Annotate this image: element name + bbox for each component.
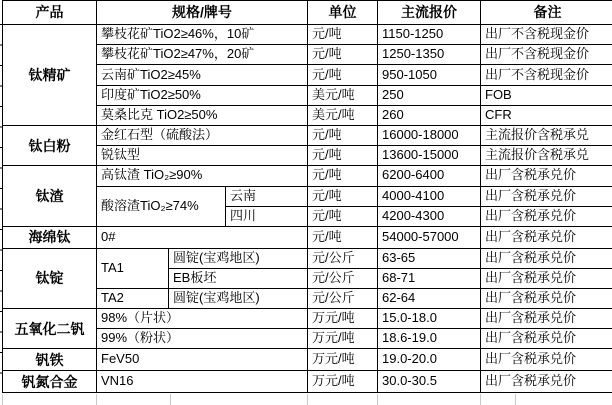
spec-cell: 印度矿TiO2≥50% bbox=[97, 85, 308, 105]
table-row bbox=[3, 349, 612, 371]
price-cell: 63-65 bbox=[378, 248, 481, 268]
unit-cell: 元/吨 bbox=[308, 226, 378, 248]
header-unit: 单位 bbox=[308, 1, 378, 25]
price-cell: 68-71 bbox=[378, 268, 481, 288]
unit-cell: 万元/吨 bbox=[308, 329, 378, 349]
unit-cell: 元/吨 bbox=[308, 65, 378, 85]
price-cell: 1150-1250 bbox=[378, 25, 481, 45]
spec-cell: 高钛渣 TiO₂≥90% bbox=[97, 166, 308, 186]
spec-cell: 圆锭(宝鸡地区) bbox=[169, 288, 308, 308]
gridline-stub bbox=[480, 394, 481, 405]
unit-cell: 万元/吨 bbox=[308, 349, 378, 371]
header-spec: 规格/牌号 bbox=[97, 1, 308, 25]
spec-cell: EB板坯 bbox=[169, 268, 308, 288]
price-cell: 6200-6400 bbox=[378, 166, 481, 186]
spec-cell: 圆锭(宝鸡地区) bbox=[169, 248, 308, 268]
unit-cell: 元/吨 bbox=[308, 206, 378, 226]
gridline-stub bbox=[96, 394, 97, 405]
note-cell: 出厂不含税现金价 bbox=[481, 65, 612, 85]
price-cell: 260 bbox=[378, 105, 481, 125]
note-cell: 出厂含税承兑价 bbox=[481, 371, 612, 393]
product-cell: 海绵钛 bbox=[3, 226, 97, 248]
price-cell: 62-64 bbox=[378, 288, 481, 308]
price-table bbox=[2, 0, 612, 393]
price-cell: 4000-4100 bbox=[378, 186, 481, 206]
note-cell: 出厂含税承兑价 bbox=[481, 349, 612, 371]
spec-cell: VN16 bbox=[97, 371, 308, 393]
unit-cell: 美元/吨 bbox=[308, 85, 378, 105]
spec-cell: 云南矿TiO2≥45% bbox=[97, 65, 308, 85]
gridline-stub bbox=[170, 394, 171, 405]
spec-cell: 攀枝花矿TiO2≥47%，20矿 bbox=[97, 45, 308, 65]
unit-cell: 元/吨 bbox=[308, 125, 378, 145]
price-cell: 950-1050 bbox=[378, 65, 481, 85]
spec-cell: 酸溶渣TiO₂≥74% bbox=[97, 186, 226, 226]
note-cell: 出厂含税承兑价 bbox=[481, 329, 612, 349]
header-product: 产品 bbox=[3, 1, 97, 25]
gridline-stub bbox=[515, 394, 516, 405]
table-row bbox=[3, 125, 612, 145]
price-table-body bbox=[3, 1, 612, 393]
price-cell: 4200-4300 bbox=[378, 206, 481, 226]
note-cell: 出厂含税承兑价 bbox=[481, 186, 612, 206]
price-cell: 54000-57000 bbox=[378, 226, 481, 248]
grade-cell: TA2 bbox=[97, 288, 169, 308]
table-row bbox=[3, 166, 612, 186]
product-cell: 钛精矿 bbox=[3, 25, 97, 126]
note-cell: 出厂含税承兑价 bbox=[481, 206, 612, 226]
unit-cell: 元/公斤 bbox=[308, 268, 378, 288]
price-cell: 15.0-18.0 bbox=[378, 309, 481, 329]
product-cell: 五氧化二钒 bbox=[3, 309, 97, 349]
gridline-stub bbox=[307, 394, 308, 405]
product-cell: 钛锭 bbox=[3, 248, 97, 309]
product-cell: 钒铁 bbox=[3, 349, 97, 371]
note-cell: 出厂含税承兑价 bbox=[481, 166, 612, 186]
unit-cell: 元/吨 bbox=[308, 45, 378, 65]
unit-cell: 元/吨 bbox=[308, 25, 378, 45]
table-row bbox=[3, 25, 612, 45]
spec-cell: FeV50 bbox=[97, 349, 308, 371]
note-cell: 出厂含税承兑价 bbox=[481, 248, 612, 268]
table-row bbox=[3, 248, 612, 268]
note-cell: 出厂含税承兑价 bbox=[481, 226, 612, 248]
header-note: 备注 bbox=[481, 1, 612, 25]
region-cell: 云南 bbox=[226, 186, 308, 206]
price-cell: 1250-1350 bbox=[378, 45, 481, 65]
note-cell: 出厂含税承兑价 bbox=[481, 309, 612, 329]
spec-cell: 金红石型（硫酸法） bbox=[97, 125, 308, 145]
note-cell: 出厂不含税现金价 bbox=[481, 45, 612, 65]
spec-cell: 0# bbox=[97, 226, 308, 248]
grade-cell: TA1 bbox=[97, 248, 169, 288]
price-cell: 13600-15000 bbox=[378, 146, 481, 166]
table-row bbox=[3, 226, 612, 248]
unit-cell: 元/吨 bbox=[308, 146, 378, 166]
note-cell: 出厂含税承兑价 bbox=[481, 288, 612, 308]
note-cell: FOB bbox=[481, 85, 612, 105]
spec-cell: 莫桑比克 TiO2≥50% bbox=[97, 105, 308, 125]
price-cell: 250 bbox=[378, 85, 481, 105]
unit-cell: 元/吨 bbox=[308, 166, 378, 186]
spec-cell: 锐钛型 bbox=[97, 146, 308, 166]
product-cell: 钛渣 bbox=[3, 166, 97, 227]
unit-cell: 万元/吨 bbox=[308, 371, 378, 393]
spec-cell: 98%（片状） bbox=[97, 309, 308, 329]
product-cell: 钛白粉 bbox=[3, 125, 97, 165]
price-cell: 18.6-19.0 bbox=[378, 329, 481, 349]
note-cell: CFR bbox=[481, 105, 612, 125]
note-cell: 主流报价含税承兑 bbox=[481, 146, 612, 166]
region-cell: 四川 bbox=[226, 206, 308, 226]
unit-cell: 元/吨 bbox=[308, 186, 378, 206]
price-cell: 19.0-20.0 bbox=[378, 349, 481, 371]
unit-cell: 万元/吨 bbox=[308, 309, 378, 329]
unit-cell: 元/公斤 bbox=[308, 288, 378, 308]
spec-cell: 99%（粉状） bbox=[97, 329, 308, 349]
header-row bbox=[3, 1, 612, 25]
unit-cell: 元/公斤 bbox=[308, 248, 378, 268]
gridline-stub bbox=[377, 394, 378, 405]
note-cell: 出厂含税承兑价 bbox=[481, 268, 612, 288]
left-gridline-ticks bbox=[0, 24, 2, 393]
gridline-stub bbox=[2, 394, 3, 405]
note-cell: 主流报价含税承兑 bbox=[481, 125, 612, 145]
table-row bbox=[3, 371, 612, 393]
header-price: 主流报价 bbox=[378, 1, 481, 25]
price-cell: 30.0-30.5 bbox=[378, 371, 481, 393]
spec-cell: 攀枝花矿TiO2≥46%，10矿 bbox=[97, 25, 308, 45]
unit-cell: 美元/吨 bbox=[308, 105, 378, 125]
note-cell: 出厂不含税现金价 bbox=[481, 25, 612, 45]
price-cell: 16000-18000 bbox=[378, 125, 481, 145]
table-row bbox=[3, 309, 612, 329]
product-cell: 钒氮合金 bbox=[3, 371, 97, 393]
